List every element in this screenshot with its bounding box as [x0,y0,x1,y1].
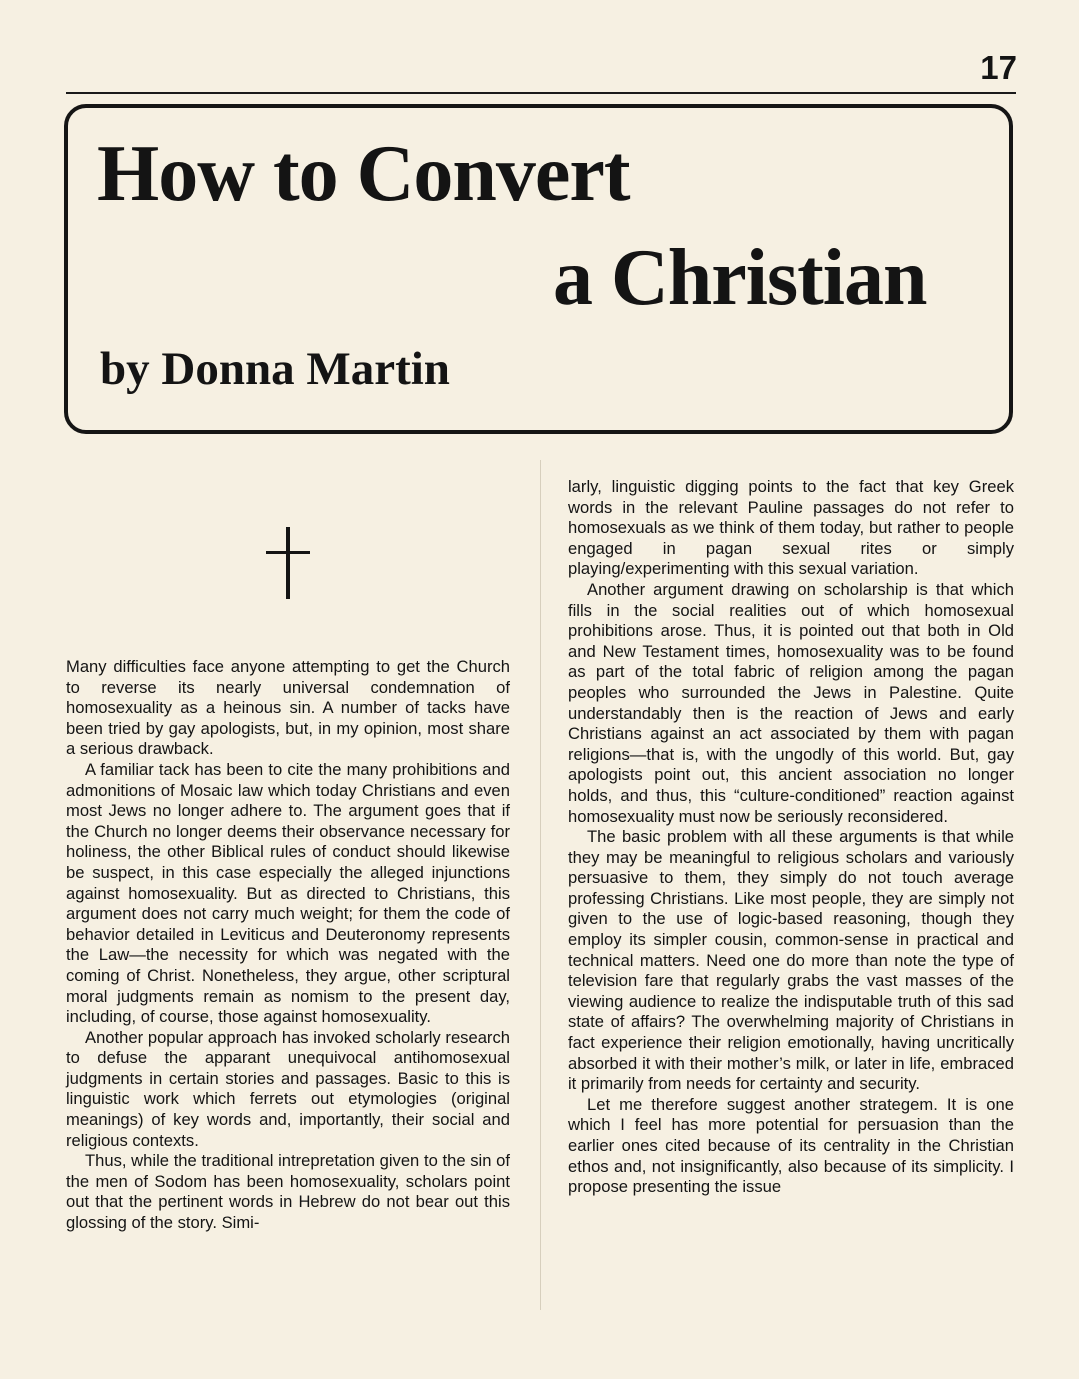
right-column [568,477,1014,1198]
paragraph: Let me therefore suggest another strategem. It is one which I feel has more potential for persuasion than the earlier ones cited because of its centrality in the Christian ethos and, not insignificantly, also because of its simplicity. I propose presenting the issue [568,1094,1014,1197]
left-column [66,657,510,1234]
article-title-line-1: How to Convert [97,130,630,218]
article-title-line-2: a Christian [553,234,927,322]
paragraph: Thus, while the traditional intrepretation given to the sin of the men of Sodom has been homosexuality, scholars point out that the pertinent words in Hebrew do not bear out this glossing of the story. Simi- [66,1151,510,1233]
paragraph: The basic problem with all these arguments is that while they may be meaningful to religious scholars and variously persuasive to them, they simply do not touch average professing Christians. Like most people, they are simply not given to the use of logic-based reasoning, though they employ its simpler cousin, common-sense in practical and technical matters. Need one do more than note the type of television fare that regularly grabs the vast masses of the viewing audience to realize the indisputable truth of this sad state of affairs? The overwhelming majority of Christians in fact experience their religion emotionally, having uncritically absorbed it with their mother’s milk, or later in life, embraced it primarily from needs for certainty and security. [568,827,1014,1094]
paragraph: larly, linguistic digging points to the fact that key Greek words in the relevant Pauline passages do not refer to homosexuals as we think of them today, but rather to people engaged in pagan sexual rites or simply playing/experimenting with this sexual variation. [568,477,1014,579]
paragraph: Many difficulties face anyone attempting to get the Church to reverse its nearly universal condemnation of homosexuality as a heinous sin. A number of tacks have been tried by gay apologists, but, in my opinion, most share a serious drawback. [66,657,510,759]
column-divider [540,460,541,1310]
cross-icon [266,527,310,599]
top-rule [66,92,1016,94]
paragraph: Another popular approach has invoked scholarly research to defuse the apparant unequivocal antihomosexual judgments in certain stories and passages. Basic to this is linguistic work which ferrets out etymologies (original meanings) of key words and, importantly, their social and religious contexts. [66,1027,510,1150]
byline: by Donna Martin [100,343,450,395]
paragraph: Another argument drawing on scholarship is that which fills in the social realities out of which homosexual prohibitions arose. Thus, it is pointed out that both in Old and New Testament times, homosexuality was to be found as part of the total fabric of religion among the pagan peoples who surrounded the Jews in Palestine. Quite understandably then is the reaction of Jews and early Christians against an act associated by them with pagan religions—that is, with the ungodly of this world. But, gay apologists point out, this ancient association no longer holds, and thus, this “culture-conditioned” reaction against homosexuality must now be seriously reconsidered. [568,579,1014,826]
paragraph: A familiar tack has been to cite the many prohibitions and admonitions of Mosaic law which today Christians and even most Jews no longer adhere to. The argument goes that if the Church no longer deems their observance necessary for holiness, the other Biblical rules of conduct should likewise be suspect, in this case especially the alleged injunctions against homosexuality. But as directed to Christians, this argument does not carry much weight; for them the code of behavior detailed in Leviticus and Deuteronomy represents the Law—the necessity for which was negated with the coming of Christ. Nonetheless, they argue, other scriptural moral judgments remain as nomism to the present day, including, of course, those against homosexuality. [66,759,510,1027]
page-number: 17 [980,49,1017,86]
